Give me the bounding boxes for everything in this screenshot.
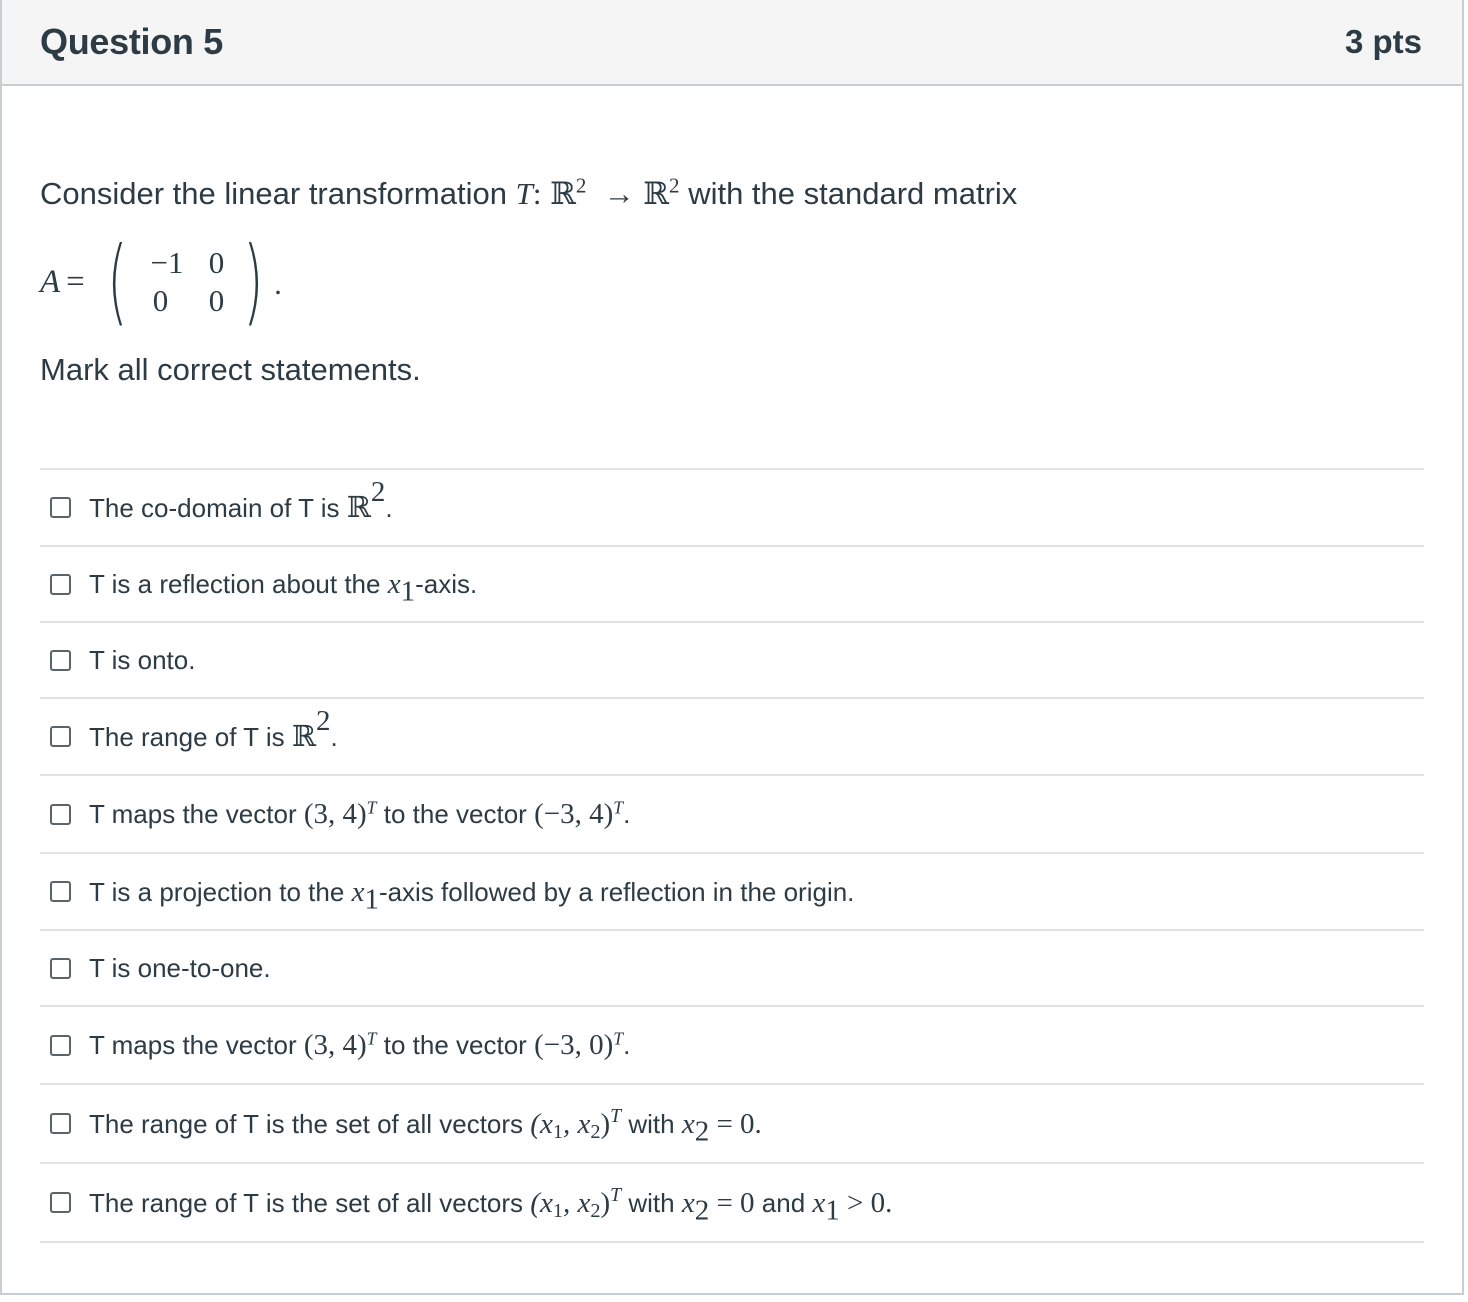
answer-math: ℝ <box>346 490 371 524</box>
cond-var: x <box>812 1186 826 1219</box>
answer-checkbox[interactable] <box>50 804 71 825</box>
answer-var: x <box>387 568 401 600</box>
vector-comma: , x <box>562 1186 591 1219</box>
matrix-a21: 0 <box>152 283 169 318</box>
answer-math-sup: 2 <box>315 705 331 738</box>
intro-text-after: with the standard matrix <box>688 176 1018 211</box>
left-paren: ( <box>107 227 128 336</box>
right-paren: ) <box>243 227 264 336</box>
answer-text: The range of T is the set of all vectors <box>89 1108 524 1139</box>
answer-vector: (−3, 4) <box>534 798 614 830</box>
matrix-equals: = <box>66 263 85 300</box>
answer-vector-sup: T <box>613 1028 624 1049</box>
answer-math-sup: 2 <box>370 476 386 509</box>
answer-label <box>89 1028 630 1062</box>
answer-label <box>89 1104 762 1147</box>
answer-text-post: -axis. <box>415 569 478 599</box>
matrix-period: . <box>274 266 282 301</box>
answer-label <box>89 1183 893 1226</box>
vector-sub: 2 <box>590 1199 601 1222</box>
answer-text-post: . <box>623 1030 631 1060</box>
answer-text: The range of T is the set of all vectors <box>89 1187 524 1218</box>
cond-var-sub: 2 <box>694 1193 710 1226</box>
answer-checkbox[interactable] <box>50 1035 71 1056</box>
answer-option[interactable] <box>40 931 1424 1007</box>
answer-option[interactable] <box>40 854 1424 931</box>
cond-value: > 0. <box>847 1186 893 1219</box>
answer-checkbox[interactable] <box>50 1192 71 1213</box>
answer-text: T maps the vector <box>89 799 297 829</box>
answer-math: ℝ <box>291 719 316 753</box>
answer-text-post: . <box>330 722 338 752</box>
vector-open: (x <box>530 1186 553 1219</box>
answer-vector-sup: T <box>366 1028 377 1049</box>
answer-checkbox[interactable] <box>50 726 71 747</box>
intro-codomain: ℝ <box>643 176 670 212</box>
answer-option[interactable] <box>40 547 1424 623</box>
vector-sub: 1 <box>552 1120 563 1143</box>
vector-close: ) <box>600 1186 611 1219</box>
matrix-a22: 0 <box>208 283 225 318</box>
answer-label: T is onto. <box>89 645 196 675</box>
answer-label: T is one-to-one. <box>89 953 271 983</box>
answer-option[interactable] <box>40 699 1424 776</box>
answer-text-post: . <box>623 799 631 829</box>
answer-text-post: -axis followed by a reflection in the origin. <box>378 876 855 907</box>
answer-checkbox[interactable] <box>50 1113 71 1134</box>
answer-label <box>89 705 338 754</box>
answer-checkbox[interactable] <box>50 574 71 595</box>
vector-comma: , x <box>562 1107 591 1140</box>
answer-text-mid: to the vector <box>383 1030 527 1060</box>
answer-option[interactable] <box>40 1085 1424 1164</box>
answer-vector-sup: T <box>613 797 624 818</box>
vector-sup: T <box>610 1183 622 1206</box>
answer-label <box>89 797 630 831</box>
intro-T: T <box>515 176 533 211</box>
answer-text-with: with <box>628 1187 675 1218</box>
answer-option[interactable] <box>40 623 1424 699</box>
cond-var: x <box>681 1107 695 1140</box>
answer-vector-sup: T <box>366 797 377 818</box>
answer-checkbox[interactable] <box>50 958 71 979</box>
answer-var-sub: 1 <box>400 575 416 608</box>
answer-checkbox[interactable] <box>50 650 71 671</box>
answer-vector: (3, 4) <box>303 798 367 830</box>
intro-arrow: → <box>603 176 635 211</box>
cond-var-sub: 2 <box>694 1114 710 1147</box>
matrix-a12: 0 <box>208 245 225 280</box>
vector-open: (x <box>530 1107 553 1140</box>
vector-close: ) <box>600 1107 611 1140</box>
answer-checkbox[interactable] <box>50 881 71 902</box>
answer-label <box>89 476 393 525</box>
answer-vector: (−3, 0) <box>534 1029 614 1061</box>
answer-text: T is a projection to the <box>89 876 345 907</box>
answer-label <box>89 567 478 608</box>
matrix-definition <box>40 227 1424 336</box>
question-intro <box>40 174 1424 214</box>
matrix-A <box>99 227 272 336</box>
question-instruction: Mark all correct statements. <box>40 352 421 387</box>
vector-sup: T <box>610 1104 622 1127</box>
answer-option[interactable] <box>40 1164 1424 1243</box>
answer-var-sub: 1 <box>364 882 379 915</box>
cond-value: = 0. <box>716 1107 762 1140</box>
answer-vector: (3, 4) <box>303 1029 367 1061</box>
answer-vector <box>530 1104 622 1143</box>
answer-text-with: with <box>628 1108 675 1139</box>
answer-checkbox[interactable] <box>50 497 71 518</box>
intro-colon: : <box>532 176 542 211</box>
answer-text-post: . <box>385 493 393 523</box>
intro-text: Consider the linear transformation <box>40 176 507 211</box>
cond-var-sub: 1 <box>825 1193 840 1226</box>
answer-list <box>40 468 1424 1243</box>
matrix-a11: −1 <box>150 245 184 280</box>
answer-vector <box>530 1183 622 1222</box>
cond-var: x <box>681 1186 695 1219</box>
question-points: 3 pts <box>1344 23 1422 60</box>
answer-option[interactable] <box>40 1007 1424 1085</box>
answer-text: T maps the vector <box>89 1030 297 1060</box>
vector-sub: 1 <box>552 1199 563 1222</box>
question-title: Question 5 <box>40 21 224 62</box>
answer-text: The range of T is <box>89 722 285 752</box>
answer-option[interactable] <box>40 776 1424 854</box>
question-body <box>2 174 1462 1243</box>
answer-text: T is a reflection about the <box>89 569 381 599</box>
matrix-name: A <box>40 263 61 300</box>
answer-var: x <box>351 875 365 908</box>
vector-sub: 2 <box>590 1120 601 1143</box>
answer-text-mid: to the vector <box>383 799 527 829</box>
question-header <box>2 0 1462 86</box>
cond-value: = 0 <box>716 1186 755 1219</box>
answer-text-and: and <box>761 1187 806 1218</box>
intro-codomain-exp: 2 <box>669 173 680 198</box>
answer-text: The co-domain of T is <box>89 493 340 523</box>
matrix-grid <box>129 244 241 320</box>
answer-label <box>89 875 855 915</box>
answer-option[interactable] <box>40 470 1424 547</box>
intro-domain: ℝ <box>550 176 576 212</box>
intro-domain-exp: 2 <box>575 173 587 198</box>
